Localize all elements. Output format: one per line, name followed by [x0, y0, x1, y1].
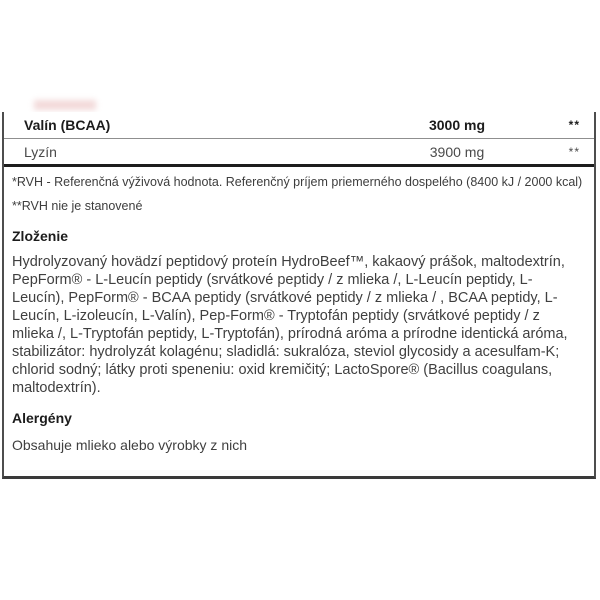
nutrition-label-box	[2, 112, 596, 479]
nutrient-rvh-marker: **	[568, 144, 580, 159]
table-row	[4, 112, 594, 139]
nutrient-amount: 3900 mg	[429, 143, 485, 160]
table-row	[4, 139, 594, 167]
rvh-not-established-footnote: **RVH nie je stanovené	[12, 199, 143, 213]
nutrient-name: Valín (BCAA)	[24, 117, 111, 133]
nutrient-amount: 3000 mg	[428, 117, 486, 133]
allergens-text: Obsahuje mlieko alebo výrobky z nich	[12, 437, 248, 453]
rvh-footnote: *RVH - Referenčná výživová hodnota. Referenčný príjem priemerného dospelého (8400 kJ / 2000 kcal)	[12, 175, 583, 189]
nutrient-name: Lyzín	[24, 143, 57, 160]
ingredients-heading: Zloženie	[12, 228, 69, 244]
cropped-row-artifact	[34, 100, 96, 110]
ingredients-text: Hydrolyzovaný hovädzí peptidový proteín HydroBeef™, kakaový prášok, maltodextrín, PepForm® - L-Leucín peptidy (srvátkové peptidy / z mlieka /, L-Leucín peptidy, L-Leucín), PepForm® - BCAA peptidy (srvátkové peptidy / z mlieka / , BCAA peptidy, L-Leucín, L-izoleucín, L-Valín), Pep-Form® - Tryptofán peptidy (srvátkové peptidy / z mlieka /, L-Tryptofán peptidy, L-Tryptofán), prírodná aróma a prírodne identická aróma, stabilizátor: hydrolyzát kolagénu; sladidlá: sukralóza, steviol glycosidy a acesulfam-K; chlorid sodný; látky proti speneniu: oxid kremičitý; LactoSpore® (Bacillus coagulans, maltodextrín).	[12, 254, 568, 396]
nutrient-rvh-marker: **	[568, 118, 580, 132]
allergens-heading: Alergény	[12, 410, 72, 426]
